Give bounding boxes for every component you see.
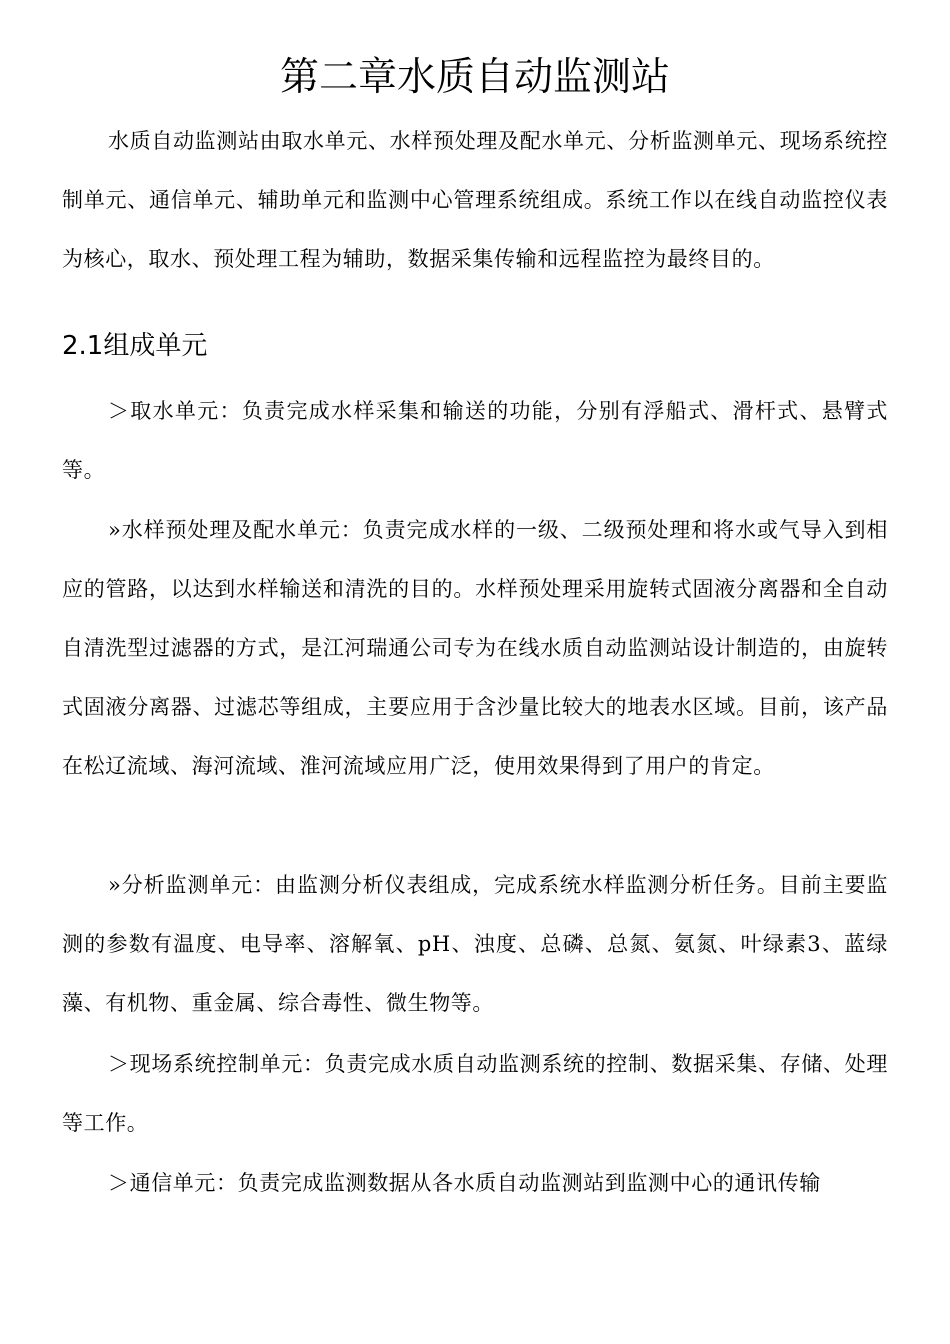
intro-paragraph: 水质自动监测站由取水单元、水样预处理及配水单元、分析监测单元、现场系统控制单元、通信单元、辅助单元和监测中心管理系统组成。系统工作以在线自动监控仪表为核心，取水、预处理工程为辅助，数据采集传输和远程监控为最终目的。 xyxy=(62,129,888,271)
document-title: 第二章水质自动监测站 xyxy=(279,55,670,100)
unit-item-control: ＞现场系统控制单元：负责完成水质自动监测系统的控制、数据采集、存储、处理等工作。 xyxy=(62,1052,888,1135)
unit-item-analysis: »分析监测单元：由监测分析仪表组成，完成系统水样监测分析任务。目前主要监测的参数有温度、电导率、溶解氧、pH、浊度、总磷、总氮、氨氮、叶绿素3、蓝绿藻、有机物、重金属、综合毒性、微生物等。 xyxy=(62,873,888,1015)
unit-item-communication: ＞通信单元：负责完成监测数据从各水质自动监测站到监测中心的通讯传输 xyxy=(108,1171,821,1195)
section-heading: 2.1组成单元 xyxy=(62,331,208,361)
unit-item-water-intake: ＞取水单元：负责完成水样采集和输送的功能，分别有浮船式、滑杆式、悬臂式等。 xyxy=(62,399,888,482)
unit-item-pretreatment: »水样预处理及配水单元：负责完成水样的一级、二级预处理和将水或气导入到相应的管路，以达到水样输送和清洗的目的。水样预处理采用旋转式固液分离器和全自动自清洗型过滤器的方式，是江河瑞通公司专为在线水质自动监测站设计制造的，由旋转式固液分离器、过滤芯等组成，主要应用于含沙量比较大的地表水区域。目前，该产品在松辽流域、海河流域、淮河流域应用广泛，使用效果得到了用户的肯定。 xyxy=(62,518,888,778)
